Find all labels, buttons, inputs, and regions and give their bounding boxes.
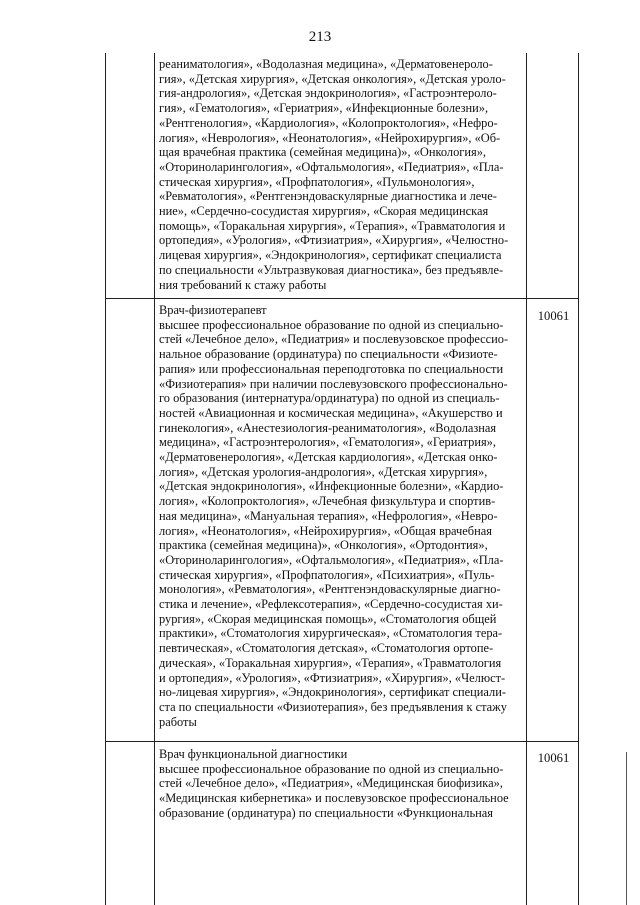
text-line: рургия», «Скорая медицинская помощь», «Стоматология общей [159,611,497,626]
qualification-table [105,53,579,905]
text-line: но-лицевая хирургия», «Эндокринология», сертификат специали- [159,685,506,700]
page-number: 213 [308,29,332,45]
text-line: дическая», «Торакальная хирургия», «Терапия», «Травматология [159,655,502,670]
text-line: ста по специальности «Физиотерапия», без предъявления к стажу [159,699,507,714]
text-line: практики», «Стоматология хирургическая», «Стоматология тера- [159,626,503,641]
text-line: монология», «Ревматология», «Рентгенэндоваскулярные диагно- [159,582,501,597]
table-row-description [159,303,523,729]
text-line: певтическая», «Стоматология детская», «Стоматология ортопе- [159,641,494,656]
text-line: гинекология», «Анестезиология-реаниматология», «Водолазная [159,420,497,435]
text-line: «Рентгенология», «Кардиология», «Колопроктология», «Нефро- [159,115,498,130]
text-line: «Медицинская кибернетика» и послевузовское профессиональное [159,791,509,806]
text-line: логия», «Детская урология-андрология», «Детская хирургия», [159,464,488,479]
text-line: высшее профессиональное образование по одной из специально- [159,317,504,332]
text-line: «Дерматовенерология», «Детская кардиология», «Детская онко- [159,450,498,465]
text-line: высшее профессиональное образование по одной из специально- [159,761,504,776]
text-line: по специальности «Ультразвуковая диагностика», без предъявле- [159,262,504,277]
text-line: работы [159,714,197,729]
text-line: стей «Лечебное дело», «Педиатрия» и послевузовское профессио- [159,332,509,347]
text-line: ние», «Сердечно-сосудистая хирургия», «Скорая медицинская [159,204,489,219]
text-line: «Ревматология», «Рентгенэндоваскулярные диагностика и лече- [159,189,497,204]
text-line: логия», «Неонатология», «Нейрохирургия», «Общая врачебная [159,523,492,538]
text-line: реаниматология», «Водолазная медицина», «Дерматовенероло- [159,57,493,71]
text-line: ния требований к стажу работы [159,277,327,292]
table-row-description [159,57,523,292]
text-line: логия», «Неврология», «Неонатология», «Нейрохирургия», «Об- [159,130,501,145]
text-line: медицина», «Гастроэнтерология», «Гематология», «Гериатрия», [159,435,496,450]
text-line: нальное образование (ординатура) по специальности «Физиоте- [159,347,498,362]
text-line: рапия» или профессиональная переподготовка по специальности [159,361,504,376]
text-line: го образования (интернатура/ординатура) по одной из специаль- [159,391,500,406]
row-divider [106,741,578,742]
text-line: «Физиотерапия» при наличии послевузовского профессионально- [159,376,508,391]
text-line: «Детская эндокринология», «Инфекционные болезни», «Кардио- [159,479,504,494]
text-line: помощь», «Торакальная хирургия», «Терапия», «Травматология и [159,218,506,233]
text-line: щая врачебная практика (семейная медицина)», «Онкология», [159,145,486,160]
text-line: ная медицина», «Мануальная терапия», «Нефрология», «Невро- [159,508,498,523]
table-row-code: 10061 [537,751,570,765]
text-line: Врач-физиотерапевт [159,303,267,317]
text-line: гия», «Гематология», «Гериатрия», «Инфекционные болезни», [159,101,489,116]
text-line: «Оториноларингология», «Офтальмология», «Педиатрия», «Пла- [159,159,504,174]
text-line: ортопедия», «Урология», «Фтизиатрия», «Хирургия», «Челюстно- [159,233,509,248]
table-row-description [159,747,523,821]
scan-edge-mark [626,752,627,905]
text-line: «Оториноларингология», «Офтальмология», «Педиатрия», «Пла- [159,552,504,567]
text-line: образование (ординатура) по специальности «Функциональная [159,805,493,820]
column-divider [526,53,527,905]
text-line: Врач функциональной диагностики [159,747,348,761]
column-divider [154,53,155,905]
table-row-code: 10061 [537,309,570,323]
text-line: гия», «Детская хирургия», «Детская онкология», «Детская уроло- [159,71,506,86]
text-line: стика и лечение», «Рефлексотерапия», «Сердечно-сосудистая хи- [159,597,503,612]
text-line: гия-андрология», «Детская эндокринология», «Гастроэнтероло- [159,86,497,101]
text-line: стей «Лечебное дело», «Педиатрия», «Медицинская биофизика», [159,776,503,791]
text-line: и ортопедия», «Урология», «Фтизиатрия», «Хирургия», «Челюст- [159,670,506,685]
text-line: стическая хирургия», «Профпатология», «Пульмонология», [159,174,475,189]
text-line: стическая хирургия», «Профпатология», «Психиатрия», «Пуль- [159,567,495,582]
row-divider [106,298,578,299]
text-line: ностей «Авиационная и космическая медицина», «Акушерство и [159,405,503,420]
text-line: практика (семейная медицина)», «Онкология», «Ортодонтия», [159,538,488,553]
text-line: логия», «Колопроктология», «Лечебная физкультура и спортив- [159,494,496,509]
text-line: лицевая хирургия», «Эндокринология», сертификат специалиста [159,248,502,263]
